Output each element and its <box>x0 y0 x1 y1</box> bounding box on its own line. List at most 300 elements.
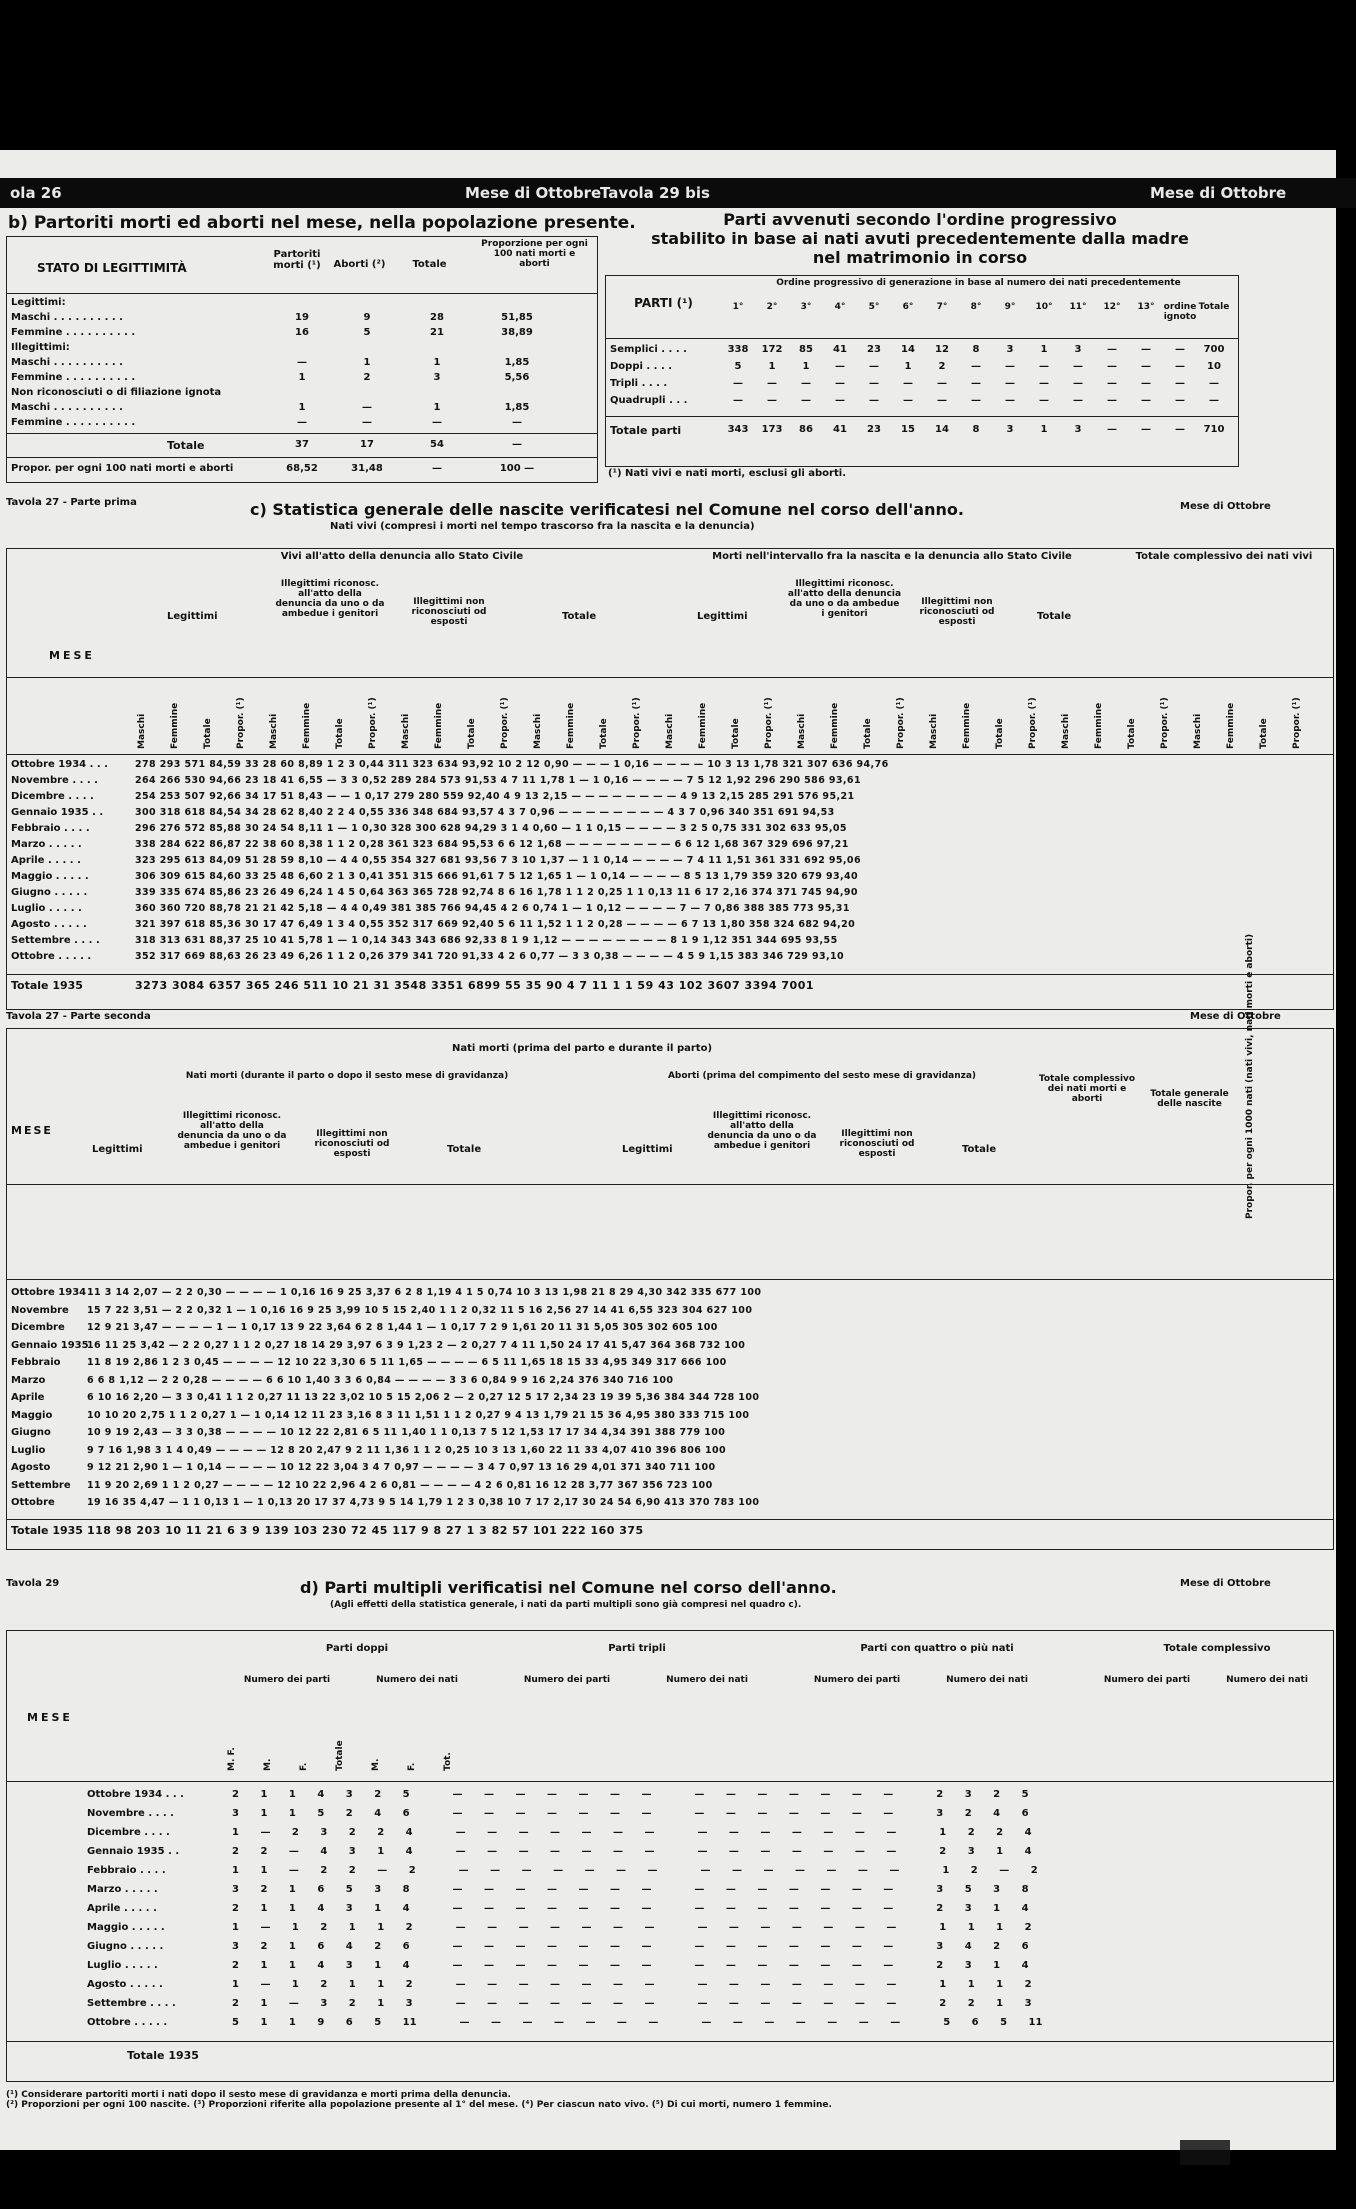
parti-total-cell: 14 <box>935 424 949 435</box>
parti-total-cell: — <box>1107 424 1117 435</box>
parti-order-head: 2° <box>766 302 778 312</box>
header-month: Mese di Ottobre <box>465 184 602 202</box>
parti-cell: — <box>1107 344 1117 355</box>
parti-cell: 23 <box>867 344 881 355</box>
d-group-head: Totale complessivo <box>1163 1643 1271 1654</box>
parti-row-label: Semplici . . . . <box>610 344 687 355</box>
b-cell: 1 <box>433 357 441 368</box>
c2-row-values: 11 8 19 2,86 1 2 3 0,45 — — — — 12 10 22 3,30 6 5 11 1,65 — — — — 6 5 11 1,65 18 15 33 4,95 349 317 666 100 <box>87 1357 727 1368</box>
c-row-values: 300 318 618 84,54 34 28 62 8,40 2 2 4 0,55 336 348 684 93,57 4 3 7 0,96 — — — — — — — — 4 3 7 0,96 340 351 691 94,53 <box>135 807 835 818</box>
parti-row-label: Quadrupli . . . <box>610 395 688 406</box>
parti-total-cell: 343 <box>727 424 749 435</box>
c-row-values: 254 253 507 92,66 34 17 51 8,43 — — 1 0,17 279 280 559 92,40 4 9 13 2,15 — — — — — — — — 4 9 13 2,15 285 291 576 95,21 <box>135 791 855 802</box>
b-cell: 2 <box>363 372 371 383</box>
b-cell: 1,85 <box>504 402 530 413</box>
d-row-month: Ottobre 1934 . . . <box>87 1789 184 1800</box>
c2-total-values: 118 98 203 10 11 21 6 3 9 139 103 230 72 45 117 9 8 27 1 3 82 57 101 222 160 375 <box>87 1524 644 1537</box>
c2-illeg-ric-2: Illegittimi riconosc. all'atto della denuncia da uno o da ambedue i genitori <box>707 1111 817 1151</box>
c-subhead: Propor. (¹) <box>236 697 246 749</box>
d-month: Mese di Ottobre <box>1180 1578 1271 1589</box>
c-subhead: Totale <box>1127 718 1137 749</box>
parti-order-head: 3° <box>800 302 812 312</box>
c-row-month: Giugno . . . . . <box>11 887 88 898</box>
c2-total-label: Totale 1935 <box>11 1524 83 1537</box>
parti-cell: — <box>903 395 913 406</box>
d-row-month: Maggio . . . . . <box>87 1922 165 1933</box>
parti-cell: — <box>835 378 845 389</box>
parti-total-cell: 86 <box>799 424 813 435</box>
parti-total-cell: — <box>1141 424 1151 435</box>
c2-row-values: 15 7 22 3,51 — 2 2 0,32 1 — 1 0,16 16 9 25 3,99 10 5 15 2,40 1 1 2 0,32 11 5 16 2,56 27 14 41 6,55 323 304 627 100 <box>87 1304 753 1316</box>
c-row-month: Gennaio 1935 . . <box>11 807 104 818</box>
c-subhead: Propor. (¹) <box>500 697 510 749</box>
d-row-month: Giugno . . . . . <box>87 1941 164 1952</box>
c-row-month: Febbraio . . . . <box>11 823 90 834</box>
parti-cell: — <box>1107 395 1117 406</box>
c-subhead: Propor. (¹) <box>896 697 906 749</box>
c-subhead: Femmine <box>434 702 444 749</box>
parti-order-head: 10° <box>1035 302 1053 312</box>
c-subhead: Maschi <box>665 713 675 749</box>
parti-cell: — <box>1073 378 1083 389</box>
parti-order-head: 13° <box>1137 302 1155 312</box>
d-col-head: M. <box>371 1758 381 1771</box>
c-subhead: Femmine <box>170 702 180 749</box>
parti-total-label: Totale parti <box>610 424 682 437</box>
c-subhead: Totale <box>731 718 741 749</box>
d-sub-head: Numero dei nati <box>1226 1675 1308 1685</box>
c2-row-month: Gennaio 1935 <box>11 1339 89 1351</box>
c2-row-values: 10 10 20 2,75 1 1 2 0,27 1 — 1 0,14 12 11 23 3,16 8 3 11 1,51 1 1 2 0,27 9 4 13 1,79 21 15 36 4,95 380 333 715 100 <box>87 1409 750 1421</box>
parti-order-head: 8° <box>970 302 982 312</box>
d-row-values: 2 2 — 4 3 1 4 — — — — — — — — — — — — — — 2 3 1 4 <box>232 1846 1032 1857</box>
d-col-head: M. F. <box>227 1747 237 1771</box>
c-subhead: Femmine <box>566 702 576 749</box>
c2-row-month: Settembre <box>11 1479 71 1491</box>
d-sub-head: Numero dei parti <box>243 1675 331 1685</box>
c-subhead: Maschi <box>929 713 939 749</box>
b-cell: — <box>362 402 372 413</box>
parti-cell: 14 <box>901 344 915 355</box>
b-cell: 5 <box>363 327 371 338</box>
c-subhead: Totale <box>467 718 477 749</box>
parti-order-head: 12° <box>1103 302 1121 312</box>
c2-row-values: 12 9 21 3,47 — — — — 1 — 1 0,17 13 9 22 3,64 6 2 8 1,44 1 — 1 0,17 7 2 9 1,61 20 11 31 5,05 305 302 605 100 <box>87 1322 718 1333</box>
b-cell: — <box>297 417 307 428</box>
c2-row-values: 10 9 19 2,43 — 3 3 0,38 — — — — 10 12 22 2,81 6 5 11 1,40 1 1 0,13 7 5 12 1,53 17 17 34 4,34 391 388 779 100 <box>87 1427 726 1438</box>
parti-cell: 3 <box>1006 344 1014 355</box>
parti-cell: 2 <box>938 361 946 372</box>
c-subhead: Totale <box>335 718 345 749</box>
c2-illeg-non: Illegittimi non riconosciuti od esposti <box>314 1129 390 1159</box>
section-b-title: b) Partoriti morti ed aborti nel mese, nella popolazione presente. <box>8 213 636 233</box>
d-col-head: Tot. <box>443 1752 453 1771</box>
parti-cell: — <box>1141 344 1151 355</box>
parti-cell: 5 <box>734 361 742 372</box>
b-row-label: Maschi . . . . . . . . . . <box>11 312 123 323</box>
b-cell: 3 <box>433 372 441 383</box>
parti-label: PARTI (¹) <box>634 296 693 310</box>
parti-cell: — <box>1175 378 1185 389</box>
parti-cell: — <box>1141 361 1151 372</box>
parti-cell: — <box>971 395 981 406</box>
b-prop-cell: 31,48 <box>351 463 383 474</box>
b-cell: 1 <box>433 402 441 413</box>
b-total-cell: 17 <box>360 439 374 450</box>
c2-mese: MESE <box>11 1124 53 1137</box>
d-row-values: 2 1 1 4 3 1 4 — — — — — — — — — — — — — — 2 3 1 4 <box>232 1960 1029 1971</box>
parti-title-2: stabilito in base ai nati avuti precedentemente dalla madre <box>651 229 1189 248</box>
b-cell: — <box>362 417 372 428</box>
b-row-label: Maschi . . . . . . . . . . <box>11 357 123 368</box>
c-subtitle: Nati vivi (compresi i morti nel tempo trascorso fra la nascita e la denuncia) <box>330 521 755 532</box>
parti-cell: — <box>767 378 777 389</box>
col-stato: STATO DI LEGITTIMITÀ <box>37 261 187 275</box>
c2-row-values: 9 12 21 2,90 1 — 1 0,14 — — — — 10 12 22 3,04 3 4 7 0,97 — — — — 3 4 7 0,97 13 16 29 4,01 371 340 711 100 <box>87 1462 716 1473</box>
parti-cell: — <box>1209 378 1219 389</box>
parti-order-head: 1° <box>732 302 744 312</box>
parti-cell: — <box>1141 378 1151 389</box>
parti-cell: 85 <box>799 344 813 355</box>
c-row-month: Aprile . . . . . <box>11 855 81 866</box>
parti-cell: — <box>869 361 879 372</box>
d-group-head: Parti doppi <box>325 1643 389 1654</box>
b-cell: 38,89 <box>501 327 533 338</box>
c-row-month: Dicembre . . . . <box>11 791 94 802</box>
c2-tot-compl: Totale complessivo dei nati morti e aborti <box>1038 1074 1136 1104</box>
c-row-values: 306 309 615 84,60 33 25 48 6,60 2 1 3 0,41 351 315 666 91,61 7 5 12 1,65 1 — 1 0,14 — — — — 8 5 13 1,79 359 320 679 93,40 <box>135 871 859 882</box>
b-cell: 1,85 <box>504 357 530 368</box>
parti-cell: — <box>1039 361 1049 372</box>
d-col-head: M. <box>263 1758 273 1771</box>
c-total-values: 3273 3084 6357 365 246 511 10 21 31 3548 3351 6899 55 35 90 4 7 11 1 1 59 43 102 3607 3394 7001 <box>135 979 815 992</box>
c-subhead: Maschi <box>1061 713 1071 749</box>
parti-cell: — <box>1175 395 1185 406</box>
parti-total-cell: 41 <box>833 424 847 435</box>
d-sub-head: Numero dei nati <box>666 1675 748 1685</box>
parti-cell: — <box>835 361 845 372</box>
c-row-values: 360 360 720 88,78 21 21 42 5,18 — 4 4 0,49 381 385 766 94,45 4 2 6 0,74 1 — 1 0,12 — — — — 7 — 7 0,86 388 385 773 95,31 <box>135 903 850 914</box>
b-row-label: Non riconosciuti o di filiazione ignota <box>11 387 222 398</box>
c-title: c) Statistica generale delle nascite verificatesi nel Comune nel corso dell'anno. <box>250 500 964 519</box>
d-col-head: Totale <box>335 1740 345 1771</box>
c2-grp1: Nati morti (durante il parto o dopo il sesto mese di gravidanza) <box>185 1071 509 1081</box>
b-total-cell: 37 <box>295 439 309 450</box>
d-row-month: Gennaio 1935 . . <box>87 1846 180 1857</box>
c-subhead: Totale <box>1259 718 1269 749</box>
c-row-month: Novembre . . . . <box>11 775 98 786</box>
c-row-month: Agosto . . . . . <box>11 919 87 930</box>
parti-total-cell: 3 <box>1074 424 1082 435</box>
d-row-values: 1 — 1 2 1 1 2 — — — — — — — — — — — — — — 1 1 1 2 <box>232 1922 1032 1933</box>
c-subhead: Maschi <box>533 713 543 749</box>
b-row-label: Femmine . . . . . . . . . . <box>11 327 136 338</box>
c-row-values: 323 295 613 84,09 51 28 59 8,10 — 4 4 0,55 354 327 681 93,56 7 3 10 1,37 — 1 1 0,14 — — — — 7 4 11 1,51 361 331 692 95,06 <box>135 855 861 866</box>
b-row-label: Illegittimi: <box>11 342 70 353</box>
parti-cell: 8 <box>972 344 980 355</box>
parti-order-head: 7° <box>936 302 948 312</box>
c2-tot-gen: Totale generale delle nascite <box>1150 1089 1229 1109</box>
c-subhead: Maschi <box>797 713 807 749</box>
d-row-values: 5 1 1 9 6 5 11 — — — — — — — — — — — — — — 5 6 5 11 <box>232 2017 1043 2028</box>
header-left: ola 26 <box>10 184 62 202</box>
c2-tavola: Tavola 27 - Parte seconda <box>6 1011 151 1022</box>
parti-total-cell: 1 <box>1040 424 1048 435</box>
c-subhead: Maschi <box>269 713 279 749</box>
parti-row-label: Doppi . . . . <box>610 361 673 372</box>
d-sub-head: Numero dei nati <box>376 1675 458 1685</box>
d-row-month: Novembre . . . . <box>87 1808 174 1819</box>
d-col-head: F. <box>407 1762 417 1771</box>
d-row-month: Ottobre . . . . . <box>87 2017 168 2028</box>
c2-totale: Totale <box>447 1144 482 1155</box>
parti-total-cell: 8 <box>972 424 980 435</box>
c-row-values: 318 313 631 88,37 25 10 41 5,78 1 — 1 0,14 343 343 686 92,33 8 1 9 1,12 — — — — — — — — 8 1 9 1,12 351 344 695 93,55 <box>135 935 838 946</box>
parti-total-cell: — <box>1175 424 1185 435</box>
parti-title-3: nel matrimonio in corso <box>812 248 1028 267</box>
c2-totale-2: Totale <box>962 1144 997 1155</box>
c-legittimi: Legittimi <box>167 611 218 622</box>
d-row-month: Febbraio . . . . <box>87 1865 166 1876</box>
parti-total-cell: 23 <box>867 424 881 435</box>
parti-cell: 172 <box>761 344 783 355</box>
parti-title <box>605 210 1235 267</box>
parti-cell: 10 <box>1207 361 1221 372</box>
c2-row-month: Febbraio <box>11 1357 61 1368</box>
parti-cell: — <box>869 395 879 406</box>
d-row-values: 2 1 1 4 3 1 4 — — — — — — — — — — — — — — 2 3 1 4 <box>232 1903 1029 1914</box>
d-subtitle: (Agli effetti della statistica generale, i nati da parti multipli sono già compresi nel quadro c). <box>330 1600 802 1610</box>
c2-row-month: Marzo <box>11 1374 46 1386</box>
parti-cell: — <box>767 395 777 406</box>
d-col-head: F. <box>299 1762 309 1771</box>
d-row-month: Agosto . . . . . <box>87 1979 163 1990</box>
d-row-values: 3 2 1 6 5 3 8 — — — — — — — — — — — — — — 3 5 3 8 <box>232 1884 1029 1895</box>
parti-cell: — <box>937 378 947 389</box>
c-subhead: Totale <box>995 718 1005 749</box>
c2-row-values: 6 6 8 1,12 — 2 2 0,28 — — — — 6 6 10 1,40 3 3 6 0,84 — — — — 3 3 6 0,84 9 9 16 2,24 376 340 716 100 <box>87 1374 674 1386</box>
c-row-values: 321 397 618 85,36 30 17 47 6,49 1 3 4 0,55 352 317 669 92,40 5 6 11 1,52 1 1 2 0,28 — — — — 6 7 13 1,80 358 324 682 94,20 <box>135 919 856 930</box>
parti-cell: — <box>1107 378 1117 389</box>
parti-cell: 3 <box>1074 344 1082 355</box>
col-prop: Proporzione per ogni 100 nati morti e aborti <box>481 239 588 269</box>
c-subhead: Femmine <box>302 702 312 749</box>
b-row-label: Femmine . . . . . . . . . . <box>11 372 136 383</box>
parti-cell: — <box>1073 395 1083 406</box>
c2-row-values: 11 3 14 2,07 — 2 2 0,30 — — — — 1 0,16 16 9 25 3,37 6 2 8 1,19 4 1 5 0,74 10 3 13 1,98 21 8 29 4,30 342 335 677 100 <box>87 1287 762 1298</box>
b-total-cell: 54 <box>430 439 444 450</box>
col-partoriti: Partoriti morti (¹) <box>273 249 321 271</box>
header-right: Mese di Ottobre <box>1150 184 1287 202</box>
parti-cell: 1 <box>802 361 810 372</box>
c-subhead: Propor. (¹) <box>1292 697 1302 749</box>
d-row-values: 2 1 — 3 2 1 3 — — — — — — — — — — — — — — 2 2 1 3 <box>232 1998 1032 2009</box>
c-totale-2: Totale <box>1037 611 1072 622</box>
parti-cell: — <box>1107 361 1117 372</box>
parti-title-1: Parti avvenuti secondo l'ordine progressivo <box>723 210 1117 229</box>
b-cell: 16 <box>295 327 309 338</box>
c-subhead: Maschi <box>401 713 411 749</box>
c-illeg-non: Illegittimi non riconosciuti od esposti <box>411 597 487 627</box>
parti-cell: — <box>1005 378 1015 389</box>
b-prop-label: Propor. per ogni 100 nati morti e aborti <box>11 463 234 474</box>
d-sub-head: Numero dei nati <box>946 1675 1028 1685</box>
parti-order-head: 4° <box>834 302 846 312</box>
parti-cell: — <box>1073 361 1083 372</box>
d-sub-head: Numero dei parti <box>813 1675 901 1685</box>
b-row-label: Femmine . . . . . . . . . . <box>11 417 136 428</box>
c-row-month: Settembre . . . . <box>11 935 100 946</box>
parti-row-label: Tripli . . . . <box>610 378 668 389</box>
c-subhead: Femmine <box>1094 702 1104 749</box>
d-frame <box>6 1630 1334 2082</box>
b-prop-cell: — <box>432 463 442 474</box>
c2-legittimi: Legittimi <box>92 1144 143 1155</box>
d-group-head: Parti tripli <box>608 1643 666 1654</box>
b-cell: 51,85 <box>501 312 533 323</box>
c-illeg-ric: Illegittimi riconosc. all'atto della denuncia da uno o da ambedue i genitori <box>275 579 385 619</box>
c2-row-month: Agosto <box>11 1462 51 1473</box>
c-subhead: Totale <box>203 718 213 749</box>
d-row-values: 1 — 1 2 1 1 2 — — — — — — — — — — — — — — 1 1 1 2 <box>232 1979 1032 1990</box>
parti-cell: — <box>937 395 947 406</box>
c-frame <box>6 548 1334 1010</box>
c2-prop-gen: Propor. per ogni 1000 nati (nati vivi, nati morti e aborti) <box>1245 933 1255 1219</box>
c2-row-month: Ottobre 1934 <box>11 1287 87 1298</box>
b-cell: 5,56 <box>504 372 530 383</box>
d-sub-head: Numero dei parti <box>523 1675 611 1685</box>
parti-cell: — <box>733 378 743 389</box>
c-subhead: Maschi <box>137 713 147 749</box>
c2-row-month: Novembre <box>11 1304 69 1316</box>
d-title: d) Parti multipli verificatisi nel Comune nel corso dell'anno. <box>300 1578 837 1597</box>
b-row-label: Legittimi: <box>11 297 66 308</box>
c-row-month: Marzo . . . . . <box>11 839 82 850</box>
parti-cell: — <box>869 378 879 389</box>
c-subhead: Propor. (¹) <box>632 697 642 749</box>
section-b-frame <box>6 236 598 483</box>
parti-cell: — <box>801 378 811 389</box>
d-mese: MESE <box>27 1711 73 1724</box>
b-cell: 28 <box>430 312 444 323</box>
c2-grp: Nati morti (prima del parto e durante il parto) <box>451 1043 713 1054</box>
c2-row-values: 9 7 16 1,98 3 1 4 0,49 — — — — 12 8 20 2,47 9 2 11 1,36 1 1 2 0,25 10 3 13 1,60 22 11 33 4,07 410 396 806 100 <box>87 1444 727 1456</box>
parti-cell: — <box>971 361 981 372</box>
c2-row-month: Giugno <box>11 1427 51 1438</box>
b-total-cell: — <box>512 439 522 450</box>
b-cell: — <box>512 417 522 428</box>
c-row-values: 264 266 530 94,66 23 18 41 6,55 — 3 3 0,52 289 284 573 91,53 4 7 11 1,78 1 — 1 0,16 — — — — 7 5 12 1,92 296 290 586 93,61 <box>135 775 861 786</box>
d-row-values: 3 2 1 6 4 2 6 — — — — — — — — — — — — — — 3 4 2 6 <box>232 1941 1029 1952</box>
parti-cell: 12 <box>935 344 949 355</box>
d-row-month: Luglio . . . . . <box>87 1960 158 1971</box>
parti-cell: 338 <box>727 344 749 355</box>
c-month: Mese di Ottobre <box>1180 501 1271 512</box>
b-prop-cell: 68,52 <box>286 463 318 474</box>
parti-cell: — <box>1005 361 1015 372</box>
b-cell: 1 <box>298 372 306 383</box>
b-total-label: Totale <box>167 439 205 452</box>
c2-row-month: Aprile <box>11 1392 45 1403</box>
b-cell: 9 <box>363 312 371 323</box>
c-subhead: Femmine <box>1226 702 1236 749</box>
c-subhead: Femmine <box>962 702 972 749</box>
parti-total-cell: 15 <box>901 424 915 435</box>
c2-month: Mese di Ottobre <box>1190 1011 1281 1022</box>
d-row-month: Aprile . . . . . <box>87 1903 157 1914</box>
c-mese: MESE <box>49 649 95 662</box>
b-cell: 1 <box>298 402 306 413</box>
c2-row-values: 16 11 25 3,42 — 2 2 0,27 1 1 2 0,27 18 14 29 3,97 6 3 9 1,23 2 — 2 0,27 7 4 11 1,50 24 17 41 5,47 364 368 732 100 <box>87 1339 746 1351</box>
d-row-values: 2 1 1 4 3 2 5 — — — — — — — — — — — — — — 2 3 2 5 <box>232 1789 1029 1800</box>
c-row-values: 352 317 669 88,63 26 23 49 6,26 1 1 2 0,26 379 341 720 91,33 4 2 6 0,77 — 3 3 0,38 — — — — 4 5 9 1,15 383 346 729 93,10 <box>135 951 845 962</box>
parti-cell: — <box>1039 395 1049 406</box>
c2-legittimi-2: Legittimi <box>622 1144 673 1155</box>
parti-cell: 41 <box>833 344 847 355</box>
parti-order-head: 6° <box>902 302 914 312</box>
b-row-label: Maschi . . . . . . . . . . <box>11 402 123 413</box>
parti-cell: 1 <box>904 361 912 372</box>
d-foot-2: (²) Proporzioni per ogni 100 nascite. (³) Proporzioni riferite alla popolazione presente al 1° del mese. (⁴) Per ciascun nato vivo. (⁵) Di cui morti, numero 1 femmine. <box>6 2100 832 2110</box>
c2-row-month: Maggio <box>11 1409 53 1421</box>
c-total-label: Totale 1935 <box>11 979 83 992</box>
parti-total-cell: 710 <box>1203 424 1225 435</box>
c-subhead: Maschi <box>1193 713 1203 749</box>
c2-row-month: Luglio <box>11 1444 46 1456</box>
d-row-values: 1 — 2 3 2 2 4 — — — — — — — — — — — — — — 1 2 2 4 <box>232 1827 1032 1838</box>
c2-row-values: 11 9 20 2,69 1 1 2 0,27 — — — — 12 10 22 2,96 4 2 6 0,81 — — — — 4 2 6 0,81 16 12 28 3,77 367 356 723 100 <box>87 1479 713 1491</box>
parti-cell: — <box>1209 395 1219 406</box>
parti-order-head: ordine ignoto <box>1163 302 1197 322</box>
d-row-month: Settembre . . . . <box>87 1998 176 2009</box>
c-row-values: 339 335 674 85,86 23 26 49 6,24 1 4 5 0,64 363 365 728 92,74 8 6 16 1,78 1 1 2 0,25 1 1 0,13 11 6 17 2,16 374 371 745 94,90 <box>135 887 858 898</box>
d-sub-head: Numero dei parti <box>1103 1675 1191 1685</box>
c-subhead: Femmine <box>830 702 840 749</box>
parti-caption: Ordine progressivo di generazione in base al numero dei nati precedentemente <box>776 278 1181 288</box>
d-row-values: 3 1 1 5 2 4 6 — — — — — — — — — — — — — — 3 2 4 6 <box>232 1808 1029 1819</box>
c-legittimi-2: Legittimi <box>697 611 748 622</box>
c-grp3: Totale complessivo dei nati vivi <box>1135 551 1313 562</box>
parti-cell: — <box>835 395 845 406</box>
parti-cell: — <box>1141 395 1151 406</box>
c-row-values: 296 276 572 85,88 30 24 54 8,11 1 — 1 0,30 328 300 628 94,29 3 1 4 0,60 — 1 1 0,15 — — — — 3 2 5 0,75 331 302 633 95,05 <box>135 823 847 834</box>
c-subhead: Propor. (¹) <box>1160 697 1170 749</box>
parti-cell: — <box>801 395 811 406</box>
d-row-month: Dicembre . . . . <box>87 1827 170 1838</box>
c-row-month: Ottobre 1934 . . . <box>11 759 108 770</box>
parti-cell: — <box>1175 361 1185 372</box>
b-cell: 1 <box>363 357 371 368</box>
c2-row-values: 19 16 35 4,47 — 1 1 0,13 1 — 1 0,13 20 17 37 4,73 9 5 14 1,79 1 2 3 0,38 10 7 17 2,17 30 24 54 6,90 413 370 783 100 <box>87 1497 760 1508</box>
c-row-month: Ottobre . . . . . <box>11 951 92 962</box>
d-tavola: Tavola 29 <box>6 1578 60 1589</box>
c-row-month: Maggio . . . . . <box>11 871 89 882</box>
c2-row-month: Dicembre <box>11 1322 65 1333</box>
parti-frame <box>605 275 1239 467</box>
c2-row-values: 6 10 16 2,20 — 3 3 0,41 1 1 2 0,27 11 13 22 3,02 10 5 15 2,06 2 — 2 0,27 12 5 17 2,34 23 19 39 5,36 384 344 728 100 <box>87 1392 760 1403</box>
d-row-values: 1 1 — 2 2 — 2 — — — — — — — — — — — — — — 1 2 — 2 <box>232 1865 1038 1876</box>
d-row-month: Marzo . . . . . <box>87 1884 158 1895</box>
b-cell: 21 <box>430 327 444 338</box>
parti-cell: — <box>733 395 743 406</box>
c-subhead: Propor. (¹) <box>368 697 378 749</box>
parti-cell: 700 <box>1203 344 1225 355</box>
parti-cell: — <box>971 378 981 389</box>
scan-artifact <box>1180 2140 1230 2165</box>
parti-total-cell: 173 <box>761 424 783 435</box>
d-group-head: Parti con quattro o più nati <box>860 1643 1014 1654</box>
c-subhead: Propor. (¹) <box>1028 697 1038 749</box>
